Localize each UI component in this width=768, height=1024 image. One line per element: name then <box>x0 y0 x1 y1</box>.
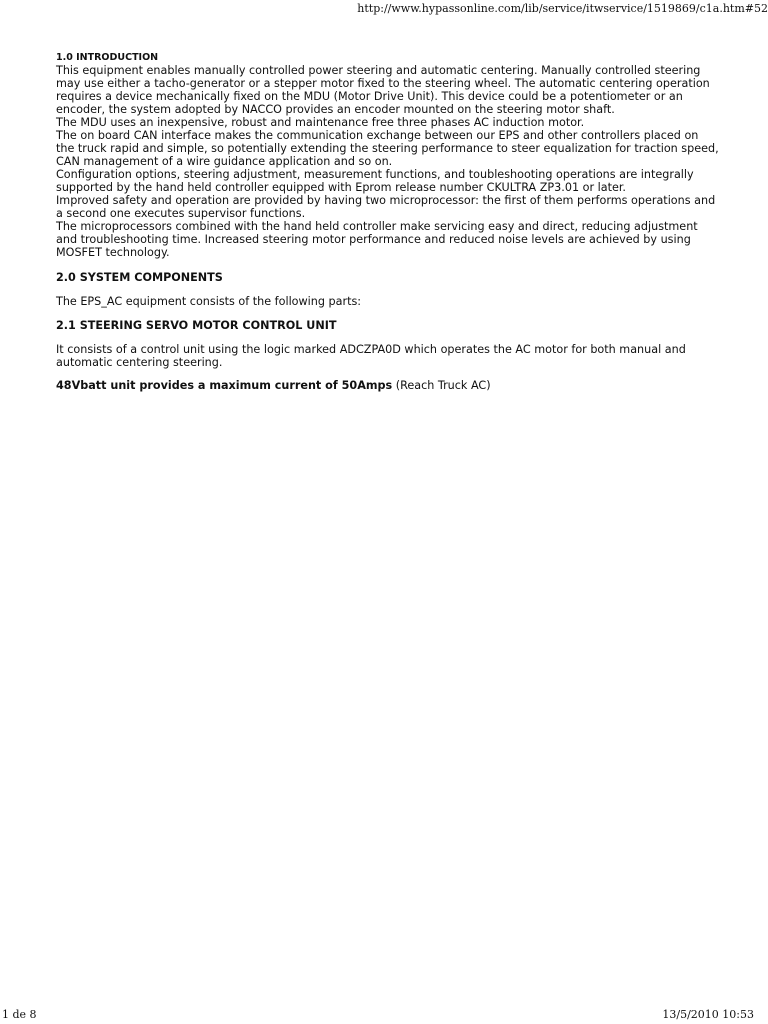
system-components-text: The EPS_AC equipment consists of the following parts: <box>56 295 362 308</box>
battery-spec-line <box>56 379 720 392</box>
print-footer-page: 1 de 8 <box>2 1008 37 1021</box>
intro-paragraph: The microprocessors combined with the hand held controller make servicing easy and direct, reducing adjustment and troubleshooting time. Increased steering motor performance and reduced noise levels are achieved by using MOSFET technology. <box>56 220 698 259</box>
document-body <box>56 51 720 392</box>
battery-spec-bold: 48Vbatt unit provides a maximum current of 50Amps <box>56 379 393 392</box>
system-components-heading: 2.0 SYSTEM COMPONENTS <box>56 271 223 284</box>
servo-control-unit-text: It consists of a control unit using the logic marked ADCZPA0D which operates the AC motor for both manual and automatic centering steering. <box>56 343 686 369</box>
battery-spec-note: (Reach Truck AC) <box>392 379 491 392</box>
intro-paragraph: This equipment enables manually controlled power steering and automatic centering. Manually controlled steering may use either a tacho-generator or a stepper motor fixed to the steering wheel. The automatic centering operation requires a device mechanically fixed on the MDU (Motor Drive Unit). This device could be a potentiometer or an encoder, the system adopted by NACCO provides an encoder mounted on the steering motor shaft. <box>56 64 710 116</box>
servo-control-unit-heading: 2.1 STEERING SERVO MOTOR CONTROL UNIT <box>56 319 337 332</box>
intro-paragraph: The on board CAN interface makes the communication exchange between our EPS and other controllers placed on the truck rapid and simple, so potentially extending the steering performance to steer equalization for traction speed, CAN management of a wire guidance application and so on. <box>56 129 719 168</box>
print-footer-datetime: 13/5/2010 10:53 <box>662 1008 754 1021</box>
intro-paragraph: Configuration options, steering adjustment, measurement functions, and toubleshooting operations are integrally supported by the hand held controller equipped with Eprom release number CKULTRA ZP3.01 or later. <box>56 168 694 194</box>
print-header-url: http://www.hypassonline.com/lib/service/itwservice/1519869/c1a.htm#52 <box>357 2 768 15</box>
intro-paragraph: Improved safety and operation are provided by having two microprocessor: the first of them performs operations and a second one executes supervisor functions. <box>56 194 716 220</box>
intro-heading: 1.0 INTRODUCTION <box>56 52 159 63</box>
intro-paragraph: The MDU uses an inexpensive, robust and maintenance free three phases AC induction motor. <box>56 116 585 129</box>
